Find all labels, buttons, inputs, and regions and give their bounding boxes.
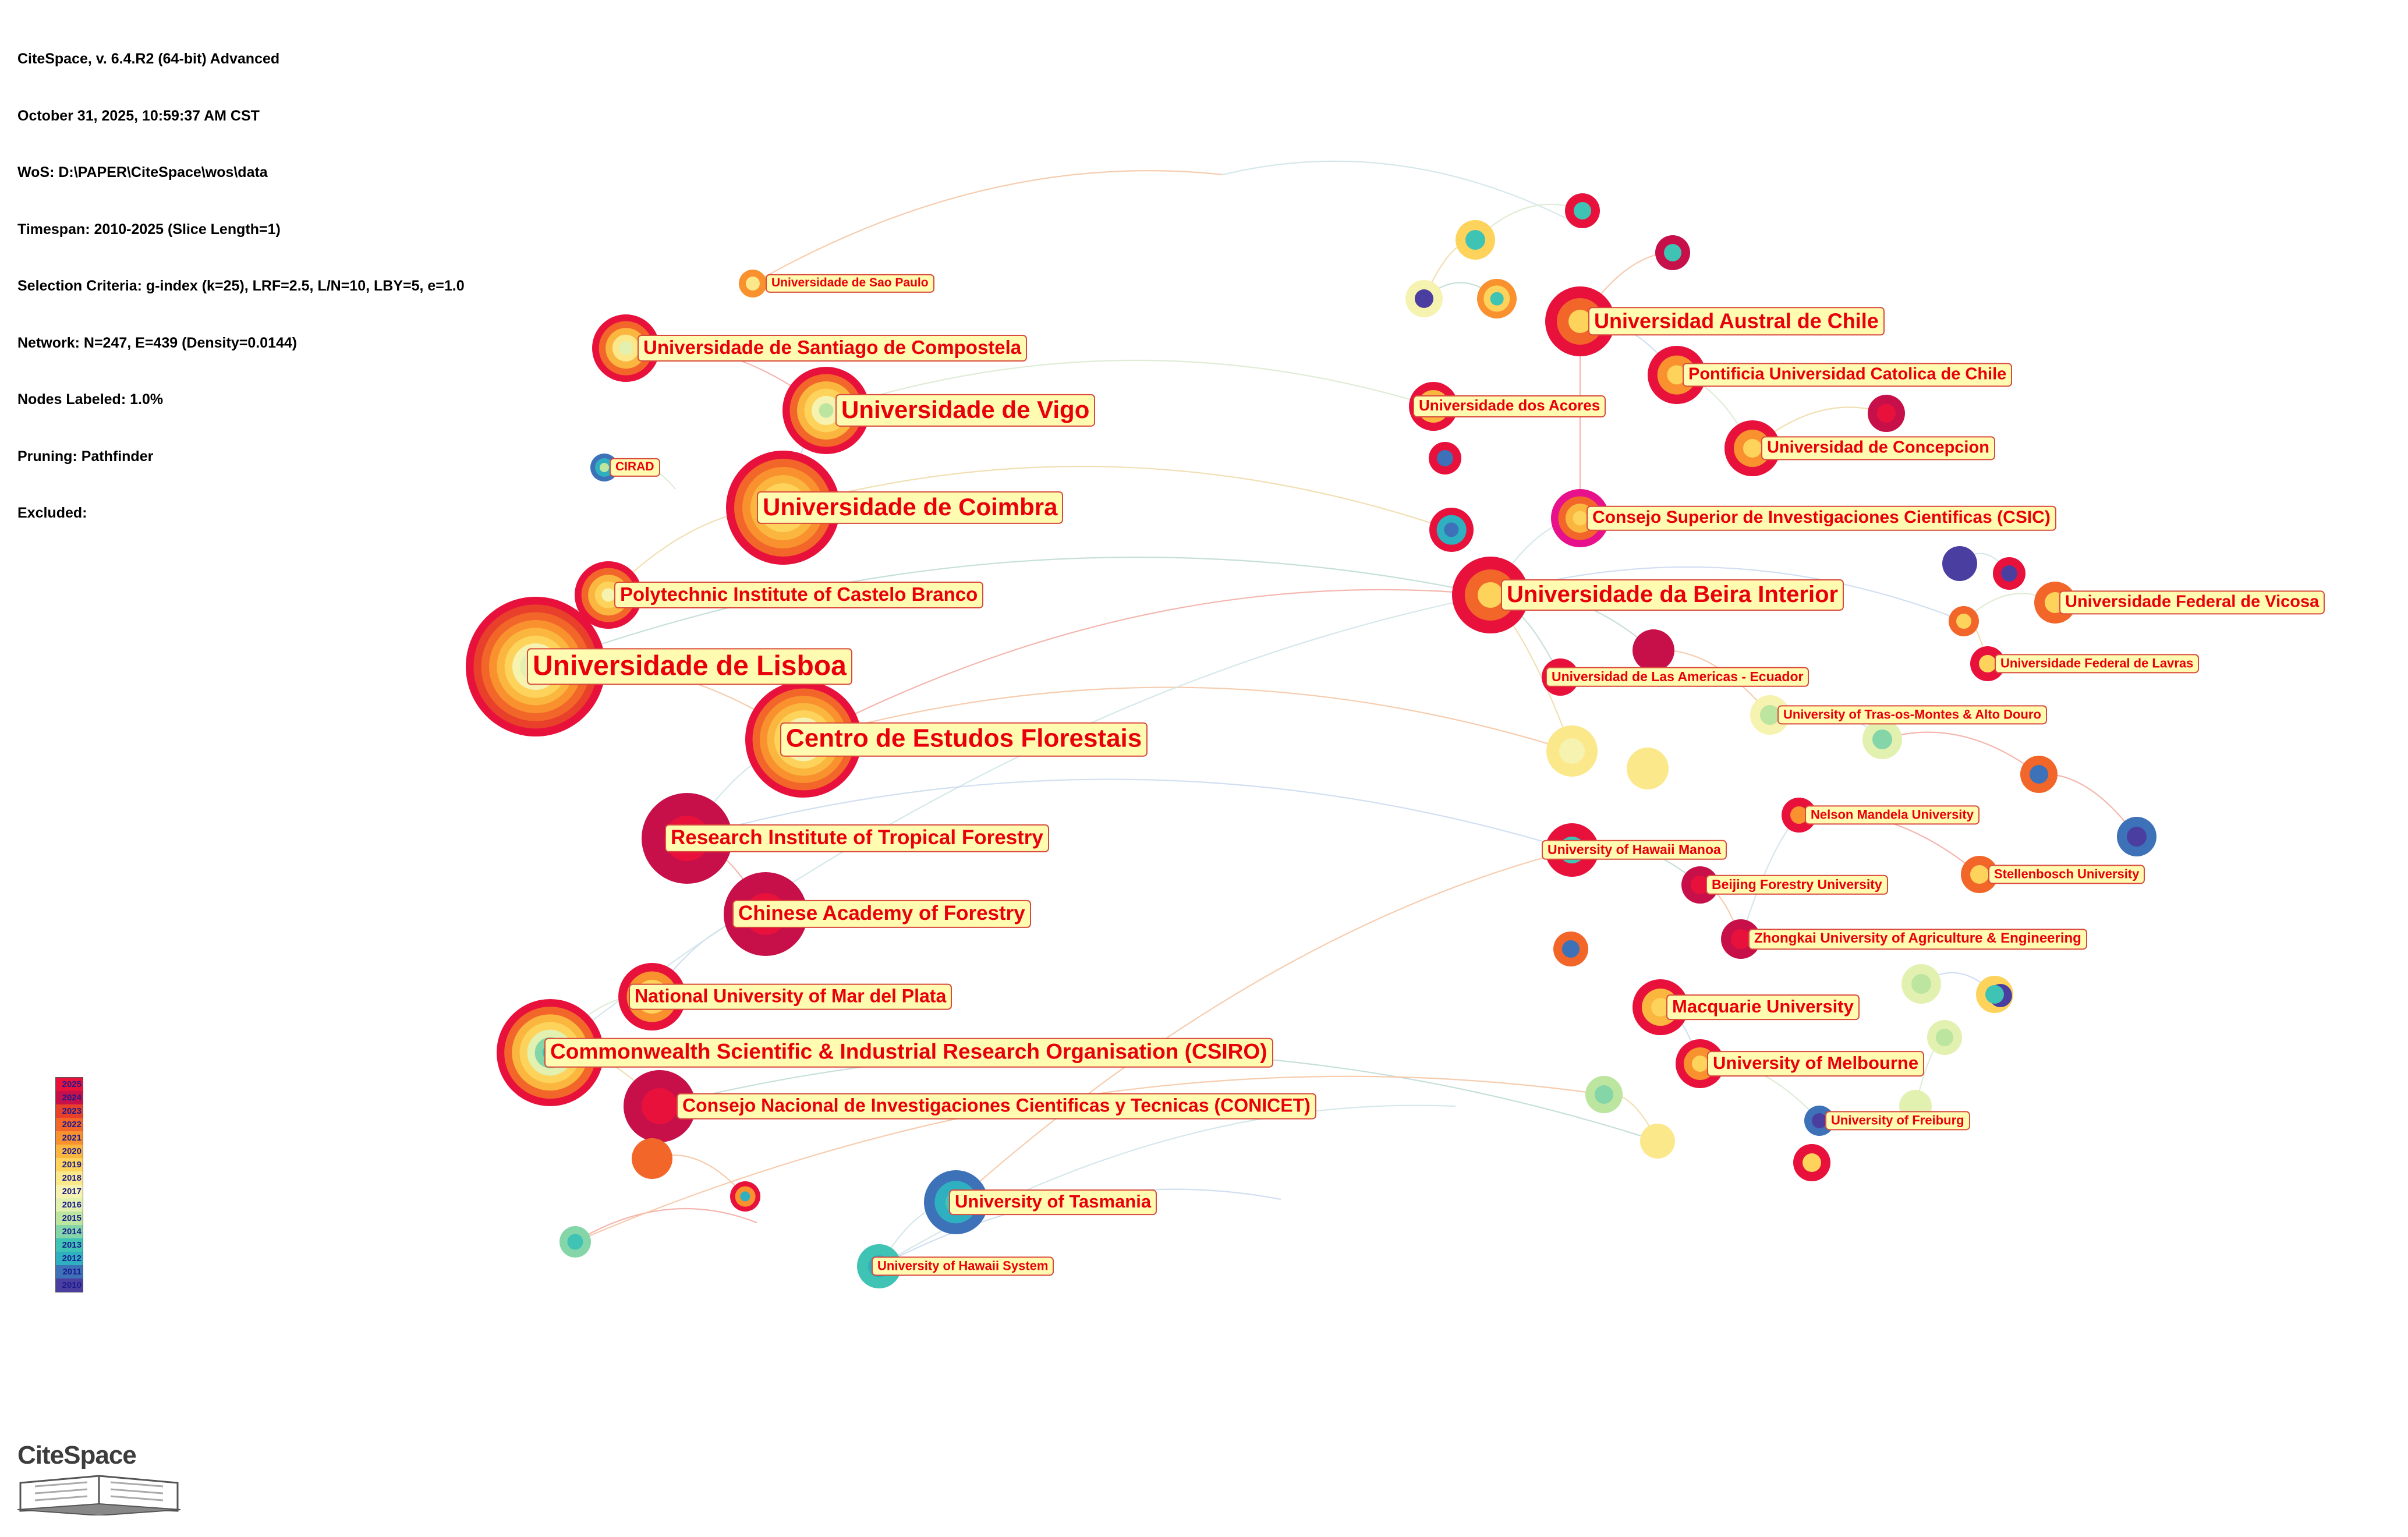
node-cream-mid-2[interactable] <box>1627 748 1669 789</box>
legend-row <box>56 1104 83 1118</box>
node-ring <box>1743 439 1762 458</box>
node-label-universidad-austral-de-chile[interactable]: Universidad Austral de Chile <box>1588 307 1885 335</box>
node-label-chinese-academy-of-forestry[interactable]: Chinese Academy of Forestry <box>732 900 1031 928</box>
network-link <box>1223 161 1572 221</box>
node-label-stellenbosch-university[interactable]: Stellenbosch University <box>1988 865 2145 884</box>
node-label-macquarie-university[interactable]: Macquarie University <box>1666 994 1860 1020</box>
node-label-beijing-forestry-university[interactable]: Beijing Forestry University <box>1706 875 1888 895</box>
info-line-4: Selection Criteria: g-index (k=25), LRF=2.5, L/N=10, LBY=5, e=1.0 <box>17 278 465 294</box>
node-ring <box>600 463 609 472</box>
node-ring <box>1415 289 1433 308</box>
node-label-centro-de-estudos-florestais[interactable]: Centro de Estudos Florestais <box>780 723 1148 757</box>
legend-year-label: 2020 <box>62 1146 82 1156</box>
node-ring <box>1490 292 1504 306</box>
legend-row <box>56 1091 83 1104</box>
legend-year-label: 2022 <box>62 1120 82 1129</box>
node-label-university-of-tasmania[interactable]: University of Tasmania <box>949 1189 1157 1215</box>
legend-year-label: 2011 <box>62 1267 82 1277</box>
node-label-universidade-de-vigo[interactable]: Universidade de Vigo <box>835 394 1095 427</box>
legend-year-label: 2016 <box>62 1200 82 1210</box>
node-ring <box>1573 511 1588 526</box>
node-ring <box>1970 865 1989 884</box>
legend-year-label: 2018 <box>62 1173 82 1183</box>
node-label-university-of-melbourne[interactable]: University of Melbourne <box>1707 1051 1924 1076</box>
legend-year-label: 2024 <box>62 1093 82 1103</box>
node-label-university-of-hawaii-system[interactable]: University of Hawaii System <box>872 1256 1054 1276</box>
legend-row <box>56 1078 83 1091</box>
info-line-0: CiteSpace, v. 6.4.R2 (64-bit) Advanced <box>17 51 280 67</box>
legend-row <box>56 1265 83 1279</box>
node-ring <box>1872 729 1892 749</box>
legend-row <box>56 1198 83 1212</box>
node-ring <box>1803 1153 1821 1172</box>
node-ring <box>1478 582 1503 608</box>
info-line-6: Nodes Labeled: 1.0% <box>17 391 164 408</box>
node-cream-lower-1[interactable] <box>1640 1124 1675 1159</box>
legend-row <box>56 1145 83 1158</box>
node-label-universidad-de-concepcion[interactable]: Universidad de Concepcion <box>1761 436 1995 460</box>
node-label-universidade-federal-de-lavras[interactable]: Universidade Federal de Lavras <box>1995 654 2199 673</box>
network-link <box>575 1209 757 1242</box>
legend-year-label: 2019 <box>62 1160 82 1170</box>
node-label-university-of-tras-os-montes[interactable]: University of Tras-os-Montes & Alto Douro <box>1777 705 2047 724</box>
node-label-university-of-hawaii-manoa[interactable]: University of Hawaii Manoa <box>1542 840 1727 860</box>
node-ring <box>1559 738 1585 764</box>
node-label-universidade-de-lisboa[interactable]: Universidade de Lisboa <box>527 648 852 685</box>
node-orange-node-small-1[interactable] <box>632 1138 672 1179</box>
year-color-legend <box>55 1077 83 1292</box>
node-ring <box>1911 974 1931 994</box>
node-ring <box>1692 1056 1708 1072</box>
legend-year-label: 2013 <box>62 1240 82 1250</box>
node-label-zhongkai-university[interactable]: Zhongkai University of Agriculture & Engineering <box>1748 929 2087 950</box>
node-label-universidad-de-las-americas-ecuador[interactable]: Universidad de Las Americas - Ecuador <box>1546 667 1809 687</box>
legend-year-label: 2021 <box>62 1133 82 1143</box>
legend-row <box>56 1171 83 1185</box>
node-label-universidade-de-santiago-de-compostela[interactable]: Universidade de Santiago de Compostela <box>638 335 1027 362</box>
node-label-conicet[interactable]: Consejo Nacional de Investigaciones Cientificas y Tecnicas (CONICET) <box>677 1093 1316 1120</box>
node-label-pontificia-universidad-catolica-de-chile[interactable]: Pontificia Universidad Catolica de Chile <box>1683 363 2012 387</box>
node-label-cirad[interactable]: CIRAD <box>610 458 660 477</box>
book-icon <box>17 1474 192 1518</box>
legend-row <box>56 1131 83 1145</box>
node-ring <box>1465 230 1485 250</box>
info-line-1: October 31, 2025, 10:59:37 AM CST <box>17 107 260 124</box>
citespace-logo <box>17 1441 192 1517</box>
node-label-universidade-de-coimbra[interactable]: Universidade de Coimbra <box>757 491 1063 524</box>
node-ring <box>1760 705 1780 725</box>
node-ring <box>819 403 834 418</box>
node-label-universidade-de-sao-paulo[interactable]: Universidade de Sao Paulo <box>766 274 934 293</box>
legend-row <box>56 1225 83 1238</box>
legend-row <box>56 1118 83 1131</box>
network-link <box>753 171 1223 284</box>
info-line-7: Pruning: Pathfinder <box>17 448 154 465</box>
node-ring <box>2030 765 2048 784</box>
legend-row <box>56 1252 83 1265</box>
legend-row <box>56 1212 83 1225</box>
info-line-5: Network: N=247, E=439 (Density=0.0144) <box>17 334 298 351</box>
node-ring <box>1664 244 1681 261</box>
node-violet-right-1[interactable] <box>1942 546 1977 581</box>
node-ring <box>1936 1029 1953 1046</box>
legend-year-label: 2017 <box>62 1187 82 1196</box>
legend-year-label: 2014 <box>62 1227 82 1237</box>
node-label-universidade-da-beira-interior[interactable]: Universidade da Beira Interior <box>1501 579 1844 611</box>
node-ring <box>1985 985 2004 1004</box>
node-ring <box>1437 450 1453 466</box>
node-label-research-institute-of-tropical-forestry[interactable]: Research Institute of Tropical Forestry <box>665 824 1049 852</box>
node-ring <box>568 1234 583 1250</box>
node-ring <box>1574 202 1591 219</box>
node-ring <box>1562 940 1580 958</box>
legend-row <box>56 1279 83 1292</box>
node-label-csiro[interactable]: Commonwealth Scientific & Industrial Research Organisation (CSIRO) <box>544 1038 1273 1068</box>
node-ring <box>746 277 760 291</box>
info-line-8: Excluded: <box>17 505 87 521</box>
node-label-polytechnic-institute-of-castelo-branco[interactable]: Polytechnic Institute of Castelo Branco <box>614 582 983 608</box>
info-line-3: Timespan: 2010-2025 (Slice Length=1) <box>17 221 281 238</box>
legend-year-label: 2010 <box>62 1280 82 1290</box>
network-link <box>803 590 1490 739</box>
node-label-universidade-dos-acores[interactable]: Universidade dos Acores <box>1413 395 1606 417</box>
node-label-university-of-freiburg[interactable]: University of Freiburg <box>1825 1111 1970 1130</box>
node-ring <box>1956 614 1971 629</box>
node-crimson-mid-2[interactable] <box>1633 629 1674 671</box>
node-ring <box>1979 655 1996 672</box>
legend-row <box>56 1158 83 1171</box>
citespace-logo-text: CiteSpace <box>17 1441 136 1469</box>
legend-year-label: 2012 <box>62 1253 82 1263</box>
node-ring <box>642 1088 678 1124</box>
legend-row <box>56 1185 83 1198</box>
node-ring <box>1877 404 1896 423</box>
node-label-national-university-of-mar-del-plata[interactable]: National University of Mar del Plata <box>629 984 952 1010</box>
node-ring <box>1595 1085 1613 1104</box>
network-link <box>956 850 1572 1202</box>
network-link <box>1882 732 2039 774</box>
node-label-csic[interactable]: Consejo Superior de Investigaciones Cientificas (CSIC) <box>1587 506 2056 531</box>
legend-row <box>56 1238 83 1252</box>
node-ring <box>1731 929 1751 949</box>
node-ring <box>2127 827 2147 847</box>
node-ring <box>2001 565 2017 582</box>
node-label-nelson-mandela-university[interactable]: Nelson Mandela University <box>1805 805 1979 824</box>
info-line-2: WoS: D:\PAPER\CiteSpace\wos\data <box>17 164 268 180</box>
legend-year-label: 2015 <box>62 1213 82 1223</box>
legend-year-label: 2025 <box>62 1079 82 1089</box>
legend-year-label: 2023 <box>62 1106 82 1116</box>
node-label-universidade-federal-de-vicosa[interactable]: Universidade Federal de Vicosa <box>2059 590 2325 614</box>
